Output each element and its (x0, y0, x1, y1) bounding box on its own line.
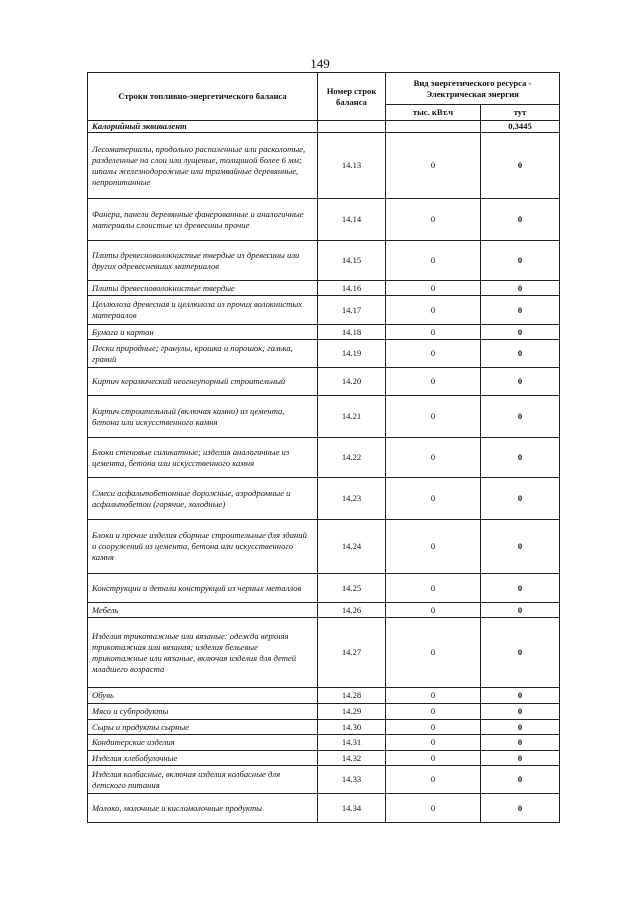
row-kwh-value: 0 (386, 720, 481, 735)
row-kwh-value: 0 (386, 735, 481, 751)
row-tut-value: 0 (481, 766, 560, 794)
row-tut-value: 0 (481, 325, 560, 340)
row-code: 14.28 (318, 688, 386, 704)
row-name: Кирпич строительный (включая камни) из цемента, бетона или искусственного камня (88, 396, 318, 438)
row-tut-value: 0 (481, 603, 560, 618)
row-kwh-value: 0 (386, 766, 481, 794)
row-tut-value: 0 (481, 199, 560, 241)
table-row (88, 368, 560, 396)
row-code: 14.30 (318, 720, 386, 735)
row-kwh-value: 0 (386, 794, 481, 823)
row-tut-value: 0 (481, 520, 560, 574)
row-kwh-value: 0 (386, 704, 481, 720)
row-kwh-value: 0 (386, 241, 481, 281)
row-kwh-value: 0 (386, 325, 481, 340)
row-tut-value: 0 (481, 368, 560, 396)
row-name: Пески природные; гранулы, крошка и порошок; галька, гравий (88, 340, 318, 368)
row-tut-value: 0 (481, 704, 560, 720)
table-row (88, 766, 560, 794)
row-tut-value: 0 (481, 241, 560, 281)
header-energy-resource: Вид энергетического ресурса - Электрическая энергия (386, 73, 560, 105)
row-kwh-value: 0 (386, 438, 481, 478)
calorific-label: Калорийный эквивалент (88, 121, 318, 133)
row-name: Изделия хлебобулочные (88, 751, 318, 766)
row-kwh-value: 0 (386, 520, 481, 574)
row-code: 14.31 (318, 735, 386, 751)
row-name: Блоки и прочие изделия сборные строительные для зданий и сооружений из цемента, бетона или искусственного камня (88, 520, 318, 574)
row-name: Плиты древесноволокнистые твердые из древесины или других одревесневших материалов (88, 241, 318, 281)
table-row (88, 751, 560, 766)
table-row (88, 281, 560, 296)
row-tut-value: 0 (481, 720, 560, 735)
row-code: 14.16 (318, 281, 386, 296)
row-code: 14.22 (318, 438, 386, 478)
table-row (88, 438, 560, 478)
row-name: Молоко, молочные и кисломолочные продукты (88, 794, 318, 823)
row-name: Кондитерские изделия (88, 735, 318, 751)
row-tut-value: 0 (481, 281, 560, 296)
row-tut-value: 0 (481, 396, 560, 438)
row-tut-value: 0 (481, 618, 560, 688)
row-tut-value: 0 (481, 478, 560, 520)
row-name: Лесоматериалы, продольно распиленные или расколотые, разделенные на слои или лущеные, толщиной более 6 мм; шпалы железнодорожные или трамвайные деревянные, непропитанные (88, 133, 318, 199)
row-code: 14.32 (318, 751, 386, 766)
header-row-code: Номер строк баланса (318, 73, 386, 121)
table-row (88, 396, 560, 438)
row-code: 14.26 (318, 603, 386, 618)
row-kwh-value: 0 (386, 574, 481, 603)
table-row (88, 720, 560, 735)
row-name: Изделия колбасные, включая изделия колбасные для детского питания (88, 766, 318, 794)
row-tut-value: 0 (481, 688, 560, 704)
table-row (88, 574, 560, 603)
row-code: 14.25 (318, 574, 386, 603)
table-row (88, 133, 560, 199)
row-tut-value: 0 (481, 438, 560, 478)
calorific-row (88, 121, 560, 133)
row-kwh-value: 0 (386, 751, 481, 766)
table-row (88, 478, 560, 520)
row-code: 14.20 (318, 368, 386, 396)
header-unit-kwh: тыс. кВт.ч (386, 105, 481, 121)
row-code: 14.21 (318, 396, 386, 438)
row-name: Бумага и картон (88, 325, 318, 340)
table-row (88, 520, 560, 574)
row-kwh-value: 0 (386, 603, 481, 618)
row-kwh-value: 0 (386, 396, 481, 438)
header-unit-tut: тут (481, 105, 560, 121)
row-name: Изделия трикотажные или вязаные: одежда верхняя трикотажная или вязаная; изделия бельевые трикотажные или вязаные, включая изделия для детей младшего возраста (88, 618, 318, 688)
table-row (88, 794, 560, 823)
calorific-value: 0,3445 (481, 121, 560, 133)
row-name: Обувь (88, 688, 318, 704)
table-row (88, 325, 560, 340)
table-row (88, 296, 560, 325)
row-kwh-value: 0 (386, 281, 481, 296)
row-kwh-value: 0 (386, 368, 481, 396)
table-row (88, 340, 560, 368)
row-code: 14.13 (318, 133, 386, 199)
row-code: 14.19 (318, 340, 386, 368)
row-name: Смеси асфальтобетонные дорожные, аэродромные и асфальтобетон (горячие, холодные) (88, 478, 318, 520)
table-row (88, 199, 560, 241)
row-name: Блоки стеновые силикатные; изделия аналогичные из цемента, бетона или искусственного камня (88, 438, 318, 478)
row-code: 14.34 (318, 794, 386, 823)
table-row (88, 618, 560, 688)
row-tut-value: 0 (481, 340, 560, 368)
table-row (88, 241, 560, 281)
row-kwh-value: 0 (386, 688, 481, 704)
table-row (88, 735, 560, 751)
row-kwh-value: 0 (386, 340, 481, 368)
row-kwh-value: 0 (386, 133, 481, 199)
table-row (88, 704, 560, 720)
page-number: 149 (310, 56, 330, 71)
row-name: Конструкции и детали конструкций из черных металлов (88, 574, 318, 603)
row-kwh-value: 0 (386, 296, 481, 325)
row-kwh-value: 0 (386, 618, 481, 688)
row-name: Сыры и продукты сырные (88, 720, 318, 735)
row-code: 14.14 (318, 199, 386, 241)
row-name: Мебель (88, 603, 318, 618)
row-name: Плиты древесноволокнистые твердые (88, 281, 318, 296)
row-code: 14.29 (318, 704, 386, 720)
header-rows-name: Строки топливно-энергетического баланса (88, 73, 318, 121)
row-code: 14.24 (318, 520, 386, 574)
row-code: 14.23 (318, 478, 386, 520)
row-name: Целлюлоза древесная и целлюлоза из прочих волокнистых материалов (88, 296, 318, 325)
row-code: 14.18 (318, 325, 386, 340)
row-tut-value: 0 (481, 574, 560, 603)
calorific-code (318, 121, 386, 133)
row-code: 14.27 (318, 618, 386, 688)
energy-balance-table (87, 72, 560, 823)
row-tut-value: 0 (481, 751, 560, 766)
row-name: Кирпич керамический неогнеупорный строительный (88, 368, 318, 396)
calorific-kwh (386, 121, 481, 133)
row-kwh-value: 0 (386, 199, 481, 241)
row-kwh-value: 0 (386, 478, 481, 520)
row-tut-value: 0 (481, 296, 560, 325)
row-tut-value: 0 (481, 133, 560, 199)
row-code: 14.33 (318, 766, 386, 794)
row-code: 14.15 (318, 241, 386, 281)
row-tut-value: 0 (481, 735, 560, 751)
table-row (88, 688, 560, 704)
row-code: 14.17 (318, 296, 386, 325)
row-name: Мясо и субпродукты (88, 704, 318, 720)
row-name: Фанера, панели деревянные фанерованные и аналогичные материалы слоистые из древесины прочие (88, 199, 318, 241)
table-row (88, 603, 560, 618)
row-tut-value: 0 (481, 794, 560, 823)
